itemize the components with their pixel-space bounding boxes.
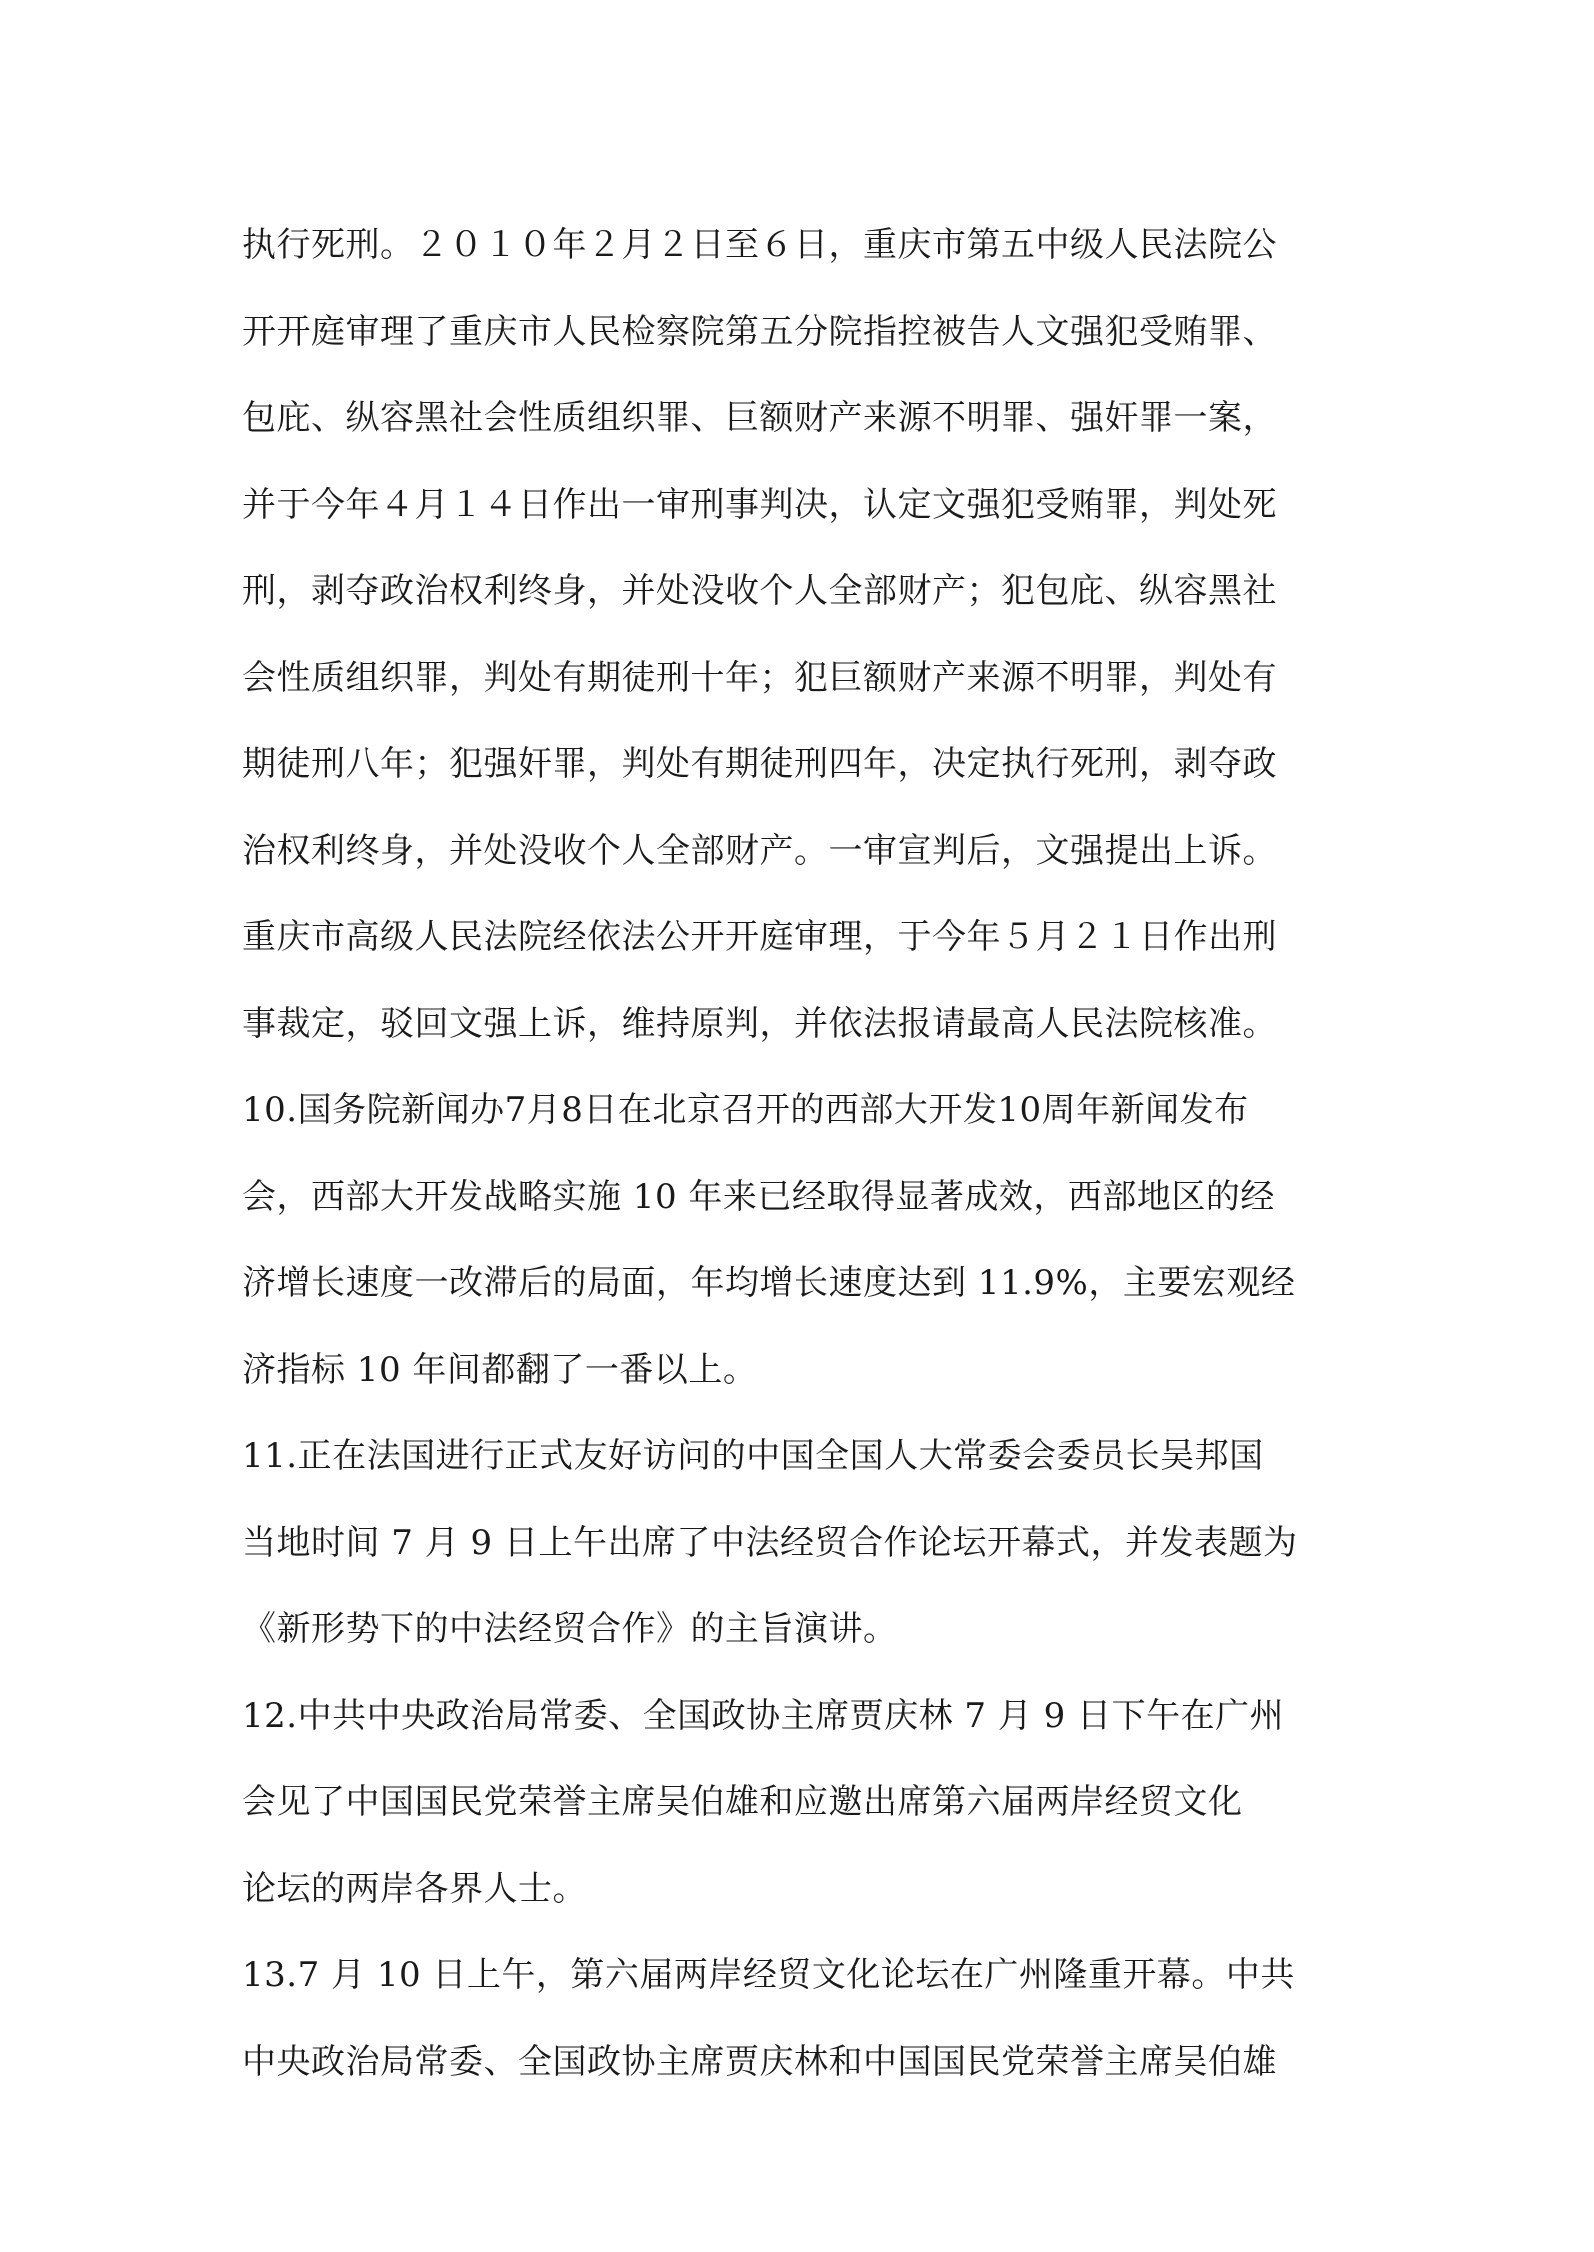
text-line: 济指标 10 年间都翻了一番以上。 bbox=[242, 1349, 758, 1390]
text-line: 治权利终身，并处没收个人全部财产。一审宣判后，文强提出上诉。 bbox=[242, 830, 1277, 871]
body-text bbox=[242, 202, 1362, 2105]
text-line: 执行死刑。２０１０年２月２日至６日，重庆市第五中级人民法院公 bbox=[242, 225, 1277, 265]
text-line: 10.国务院新闻办7月8日在北京召开的西部大开发10周年新闻发布 bbox=[242, 1090, 1249, 1130]
text-line: 论坛的两岸各界人士。 bbox=[242, 1868, 587, 1909]
text-line: 当地时间 7 月 9 日上午出席了中法经贸合作论坛开幕式，并发表题为 bbox=[242, 1522, 1298, 1563]
text-line: 11.正在法国进行正式友好访问的中国全国人大常委会委员长吴邦国 bbox=[242, 1436, 1264, 1476]
text-line: 事裁定，驳回文强上诉，维持原判，并依法报请最高人民法院核准。 bbox=[242, 1003, 1277, 1044]
text-line: 刑，剥夺政治权利终身，并处没收个人全部财产；犯包庇、纵容黑社 bbox=[242, 571, 1277, 611]
text-line: 《新形势下的中法经贸合作》的主旨演讲。 bbox=[242, 1609, 898, 1649]
text-line: 济增长速度一改滞后的局面，年均增长速度达到 11.9%，主要宏观经 bbox=[242, 1263, 1296, 1303]
text-line: 会见了中国国民党荣誉主席吴伯雄和应邀出席第六届两岸经贸文化 bbox=[242, 1782, 1243, 1822]
text-line: 会，西部大开发战略实施 10 年来已经取得显著成效，西部地区的经 bbox=[242, 1176, 1275, 1217]
text-line: 中央政治局常委、全国政协主席贾庆林和中国国民党荣誉主席吴伯雄 bbox=[242, 2041, 1277, 2082]
text-line: 13.7 月 10 日上午，第六届两岸经贸文化论坛在广州隆重开幕。中共 bbox=[242, 1955, 1295, 1995]
text-line: 12.中共中央政治局常委、全国政协主席贾庆林 7 月 9 日下午在广州 bbox=[242, 1695, 1285, 1736]
text-line: 期徒刑八年；犯强奸罪，判处有期徒刑四年，决定执行死刑，剥夺政 bbox=[242, 744, 1277, 784]
text-line: 重庆市高级人民法院经依法公开开庭审理，于今年５月２１日作出刑 bbox=[242, 917, 1277, 957]
text-line: 会性质组织罪，判处有期徒刑十年；犯巨额财产来源不明罪，判处有 bbox=[242, 657, 1277, 698]
text-line: 并于今年４月１４日作出一审刑事判决，认定文强犯受贿罪，判处死 bbox=[242, 484, 1277, 525]
text-line: 开开庭审理了重庆市人民检察院第五分院指控被告人文强犯受贿罪、 bbox=[242, 311, 1277, 352]
text-line: 包庇、纵容黑社会性质组织罪、巨额财产来源不明罪、强奸罪一案， bbox=[242, 398, 1277, 438]
